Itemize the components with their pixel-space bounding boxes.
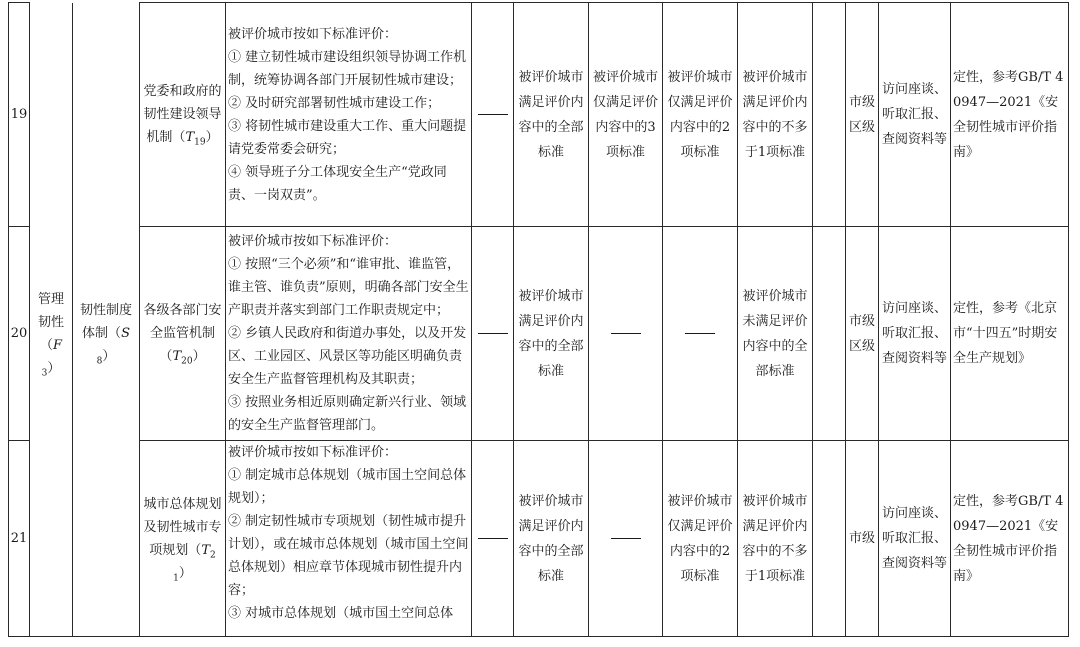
criteria-line: ② 乡镇人民政府和街道办事处，以及开发区、工业园区、风景区等功能区明确负责安全生产监督管理机构及其职责； — [228, 326, 467, 387]
dimension-label: 管理韧性 — [37, 291, 64, 330]
basis-cell: 定性，参考《北京市“十四五”时期安全生产规划》 — [951, 227, 1069, 441]
indicator-code-base: S — [121, 326, 130, 341]
grade-4-cell: 被评价城市仅满足评价内容中的2项标准 — [663, 441, 738, 637]
table-row — [9, 3, 1069, 227]
item-name-cell: 城市总体规划及韧性城市专项规划$(T_{21})$ — [140, 441, 226, 637]
table-row — [9, 441, 1069, 637]
dimension-cell: 管理韧性 $(F_3)$ — [30, 227, 73, 441]
item-code-sub: 20 — [181, 356, 193, 367]
dash-mark — [478, 538, 508, 539]
criteria-line: ② 及时研究部署韧性城市建设工作； — [228, 95, 441, 111]
method-cell: 访问座谈、听取汇报、查阅资料等 — [879, 441, 951, 637]
table-row — [9, 227, 1069, 441]
evaluation-table — [8, 2, 1069, 637]
grade-1-cell — [472, 227, 514, 441]
level-cell: 市级区级 — [846, 227, 879, 441]
level-cell: 市级区级 — [846, 3, 879, 227]
item-name: 城市总体规划及韧性城市专项规划 — [143, 496, 222, 558]
method-cell: 访问座谈、听取汇报、查阅资料等 — [879, 3, 951, 227]
criteria-line: ④ 领导班子分工体现安全生产“党政同责、一岗双责”。 — [228, 164, 447, 203]
indicator-label: 韧性制度体制 — [79, 303, 132, 341]
criteria-cell — [226, 227, 472, 441]
grade-2-cell: 被评价城市满足评价内容中的全部标准 — [514, 441, 589, 637]
criteria-line: 被评价城市按如下标准评价： — [228, 445, 398, 460]
criteria-line: ③ 对城市总体规划（城市国土空间总体 — [228, 606, 454, 621]
dash-mark — [611, 333, 641, 334]
grade-5-cell: 被评价城市未满足评价内容中的全部标准 — [738, 227, 813, 441]
grade-3-cell — [589, 227, 663, 441]
grade-5-cell: 被评价城市满足评价内容中的不多于1项标准 — [738, 3, 813, 227]
grade-1-cell — [472, 3, 514, 227]
item-code-sub: 21 — [173, 550, 216, 584]
dimension-code-sub: 3 — [41, 368, 48, 379]
basis-cell: 定性，参考GB/T 40947—2021《安全韧性城市评价指南》 — [951, 441, 1069, 637]
level-cell: 市级 — [846, 441, 879, 637]
indicator-cell — [73, 441, 140, 637]
item-name: 党委和政府的韧性建设领导机制 — [143, 84, 222, 145]
dash-mark — [478, 114, 508, 115]
method-cell: 访问座谈、听取汇报、查阅资料等 — [879, 227, 951, 441]
item-code-base: T — [201, 542, 210, 558]
dash-mark — [611, 538, 641, 539]
criteria-line: ① 按照“三个必须”和“谁审批、谁监管，谁主管、谁负责”原则，明确各部门安全生产职责并落实到部门工作职责规定中； — [228, 257, 469, 318]
dash-mark — [685, 333, 715, 334]
item-code-base: T — [185, 130, 195, 145]
row-number: 19 — [9, 3, 30, 227]
grade-4-cell — [663, 227, 738, 441]
row-number: 21 — [9, 441, 30, 637]
basis-cell: 定性，参考GB/T 40947—2021《安全韧性城市评价指南》 — [951, 3, 1069, 227]
grade-6-cell — [813, 441, 846, 637]
dimension-code-base: F — [52, 337, 63, 353]
item-name-cell: 党委和政府的韧性建设领导机制$(T_{19})$ — [140, 3, 226, 227]
criteria-line: ② 制定韧性城市专项规划（韧性城市提升计划），或在城市总体规划（城市国土空间总体规划）相应章节体现城市韧性提升内容； — [228, 514, 469, 598]
criteria-line: ① 建立韧性城市建设组织领导协调工作机制，统筹协调各部门开展韧性城市建设； — [228, 49, 467, 88]
dimension-cell — [30, 441, 73, 637]
item-code-sub: 19 — [194, 137, 206, 148]
grade-3-cell — [589, 441, 663, 637]
item-name-cell: 各级各部门安全监管机制 $(T_{20})$ — [140, 227, 226, 441]
criteria-line: ① 制定城市总体规划（城市国土空间总体规划）； — [228, 468, 467, 506]
row-number: 20 — [9, 227, 30, 441]
criteria-cell — [226, 3, 472, 227]
indicator-cell: 韧性制度体制$(S_8)$ — [73, 227, 140, 441]
item-name: 各级各部门安全监管机制 — [143, 303, 222, 341]
criteria-line: ③ 将韧性城市建设重大工作、重大问题提请党委常委会研究； — [228, 118, 467, 157]
grade-6-cell — [813, 3, 846, 227]
dimension-cell — [30, 3, 73, 227]
criteria-line: ③ 按照业务相近原则确定新兴行业、领域的安全生产监督管理部门。 — [228, 395, 467, 433]
grade-2-cell: 被评价城市满足评价内容中的全部标准 — [514, 227, 589, 441]
criteria-cell — [226, 441, 472, 637]
indicator-code-sub: 8 — [96, 356, 103, 367]
grade-3-cell: 被评价城市仅满足评价内容中的3项标准 — [589, 3, 663, 227]
grade-6-cell — [813, 227, 846, 441]
criteria-line: 被评价城市按如下标准评价： — [228, 26, 398, 42]
grade-2-cell: 被评价城市满足评价内容中的全部标准 — [514, 3, 589, 227]
item-code-base: T — [172, 349, 182, 364]
indicator-cell — [73, 3, 140, 227]
grade-1-cell — [472, 441, 514, 637]
dash-mark — [478, 333, 508, 334]
criteria-line: 被评价城市按如下标准评价： — [228, 234, 398, 249]
grade-5-cell: 被评价城市满足评价内容中的不多于1项标准 — [738, 441, 813, 637]
grade-4-cell: 被评价城市仅满足评价内容中的2项标准 — [663, 3, 738, 227]
